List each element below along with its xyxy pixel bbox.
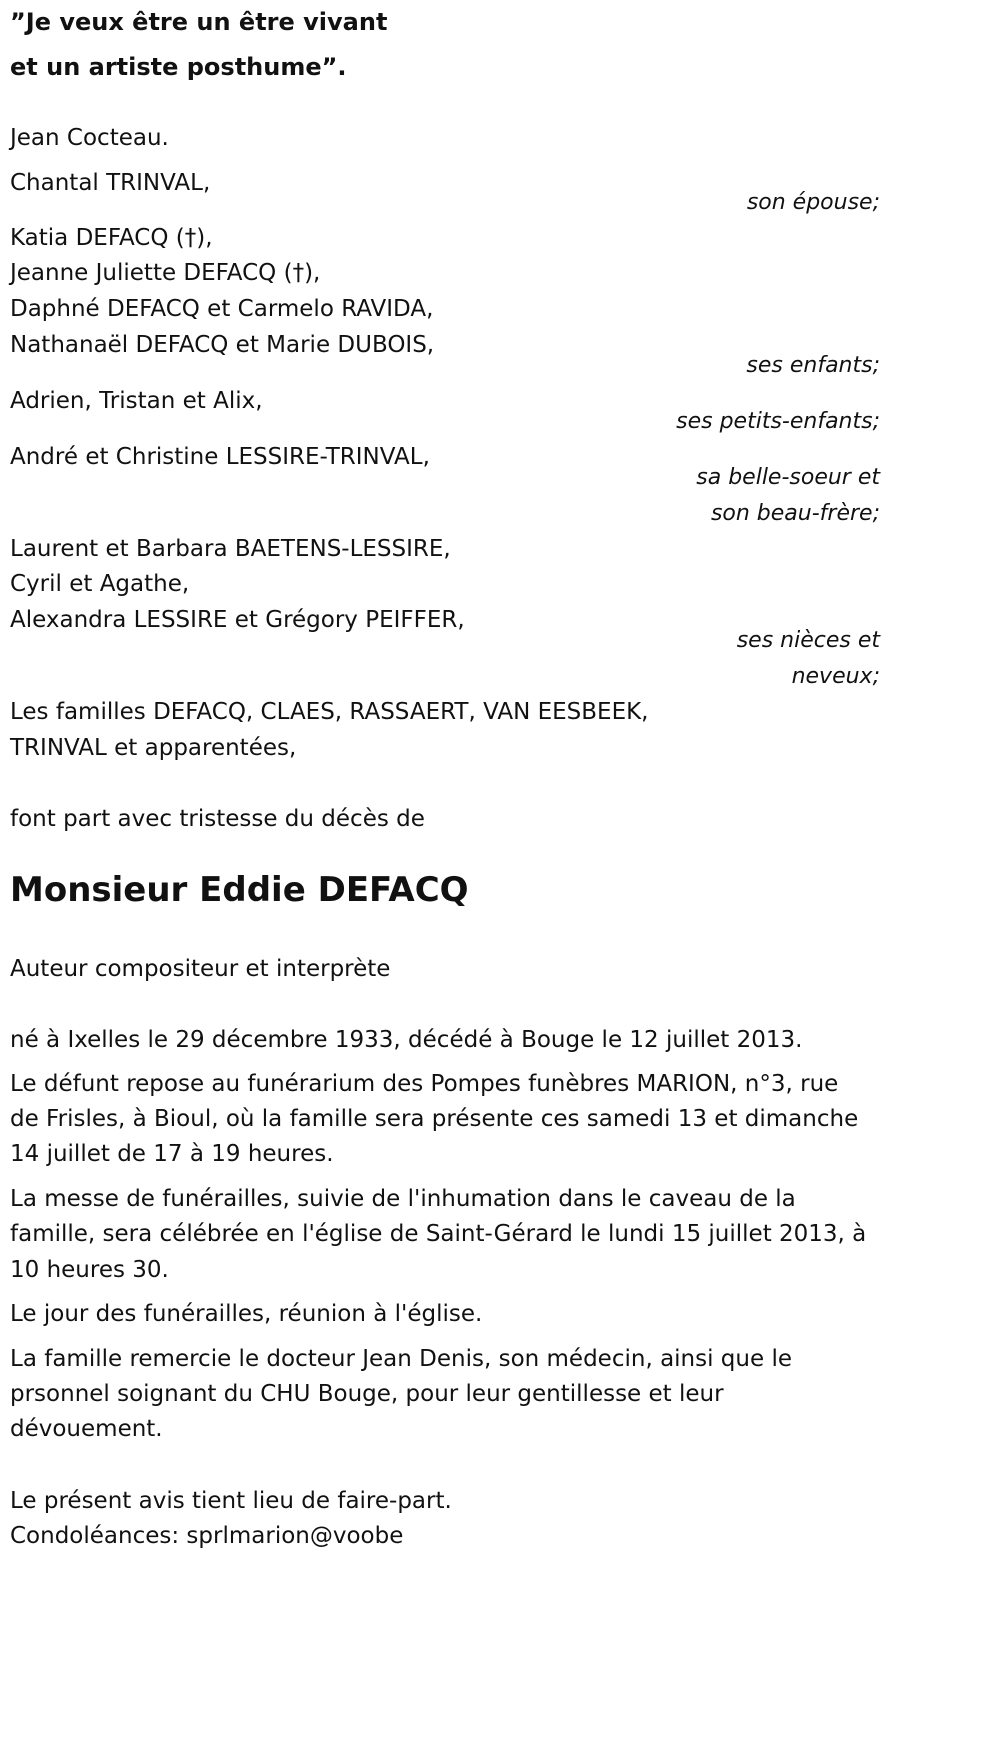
- repose-line-1: Le défunt repose au funérarium des Pompes funèbres MARION, n°3, rue: [10, 1071, 839, 1097]
- nephews-role-line-2: neveux;: [791, 664, 880, 689]
- grandchildren-role: ses petits-enfants;: [676, 409, 880, 434]
- repose-line-2: de Frisles, à Bioul, où la famille sera présente ces samedi 13 et dimanche: [10, 1106, 859, 1132]
- spouse-role: son épouse;: [746, 190, 880, 215]
- families-line-2: TRINVAL et apparentées,: [10, 735, 297, 761]
- thanks-line-2: prsonnel soignant du CHU Bouge, pour leur gentillesse et leur: [10, 1381, 724, 1407]
- condolences-contact: Condoléances: sprlmarion@voobe: [10, 1523, 404, 1549]
- child-name: Daphné DEFACQ et Carmelo RAVIDA,: [10, 296, 434, 322]
- announcement-text: font part avec tristesse du décès de: [10, 806, 425, 832]
- deceased-name: Monsieur Eddie DEFACQ: [10, 870, 469, 910]
- funeral-line-1: La messe de funérailles, suivie de l'inhumation dans le caveau de la: [10, 1186, 796, 1212]
- faire-part-notice: Le présent avis tient lieu de faire-part.: [10, 1488, 452, 1514]
- grandchildren-names: Adrien, Tristan et Alix,: [10, 388, 263, 414]
- child-name: Jeanne Juliette DEFACQ (†),: [10, 260, 321, 286]
- children-role: ses enfants;: [746, 353, 880, 378]
- nephew-name: Cyril et Agathe,: [10, 571, 190, 597]
- repose-line-3: 14 juillet de 17 à 19 heures.: [10, 1141, 334, 1167]
- in-laws-role-line-2: son beau-frère;: [710, 501, 880, 526]
- families-line-1: Les familles DEFACQ, CLAES, RASSAERT, VAN EESBEEK,: [10, 699, 649, 725]
- in-laws-names: André et Christine LESSIRE-TRINVAL,: [10, 444, 430, 470]
- child-name: Nathanaël DEFACQ et Marie DUBOIS,: [10, 332, 435, 358]
- funeral-line-3: 10 heures 30.: [10, 1257, 169, 1283]
- child-name: Katia DEFACQ (†),: [10, 225, 213, 251]
- thanks-line-3: dévouement.: [10, 1416, 163, 1442]
- quote-line-1: ”Je veux être un être vivant: [10, 8, 388, 36]
- thanks-line-1: La famille remercie le docteur Jean Denis, son médecin, ainsi que le: [10, 1346, 792, 1372]
- birth-death-dates: né à Ixelles le 29 décembre 1933, décédé à Bouge le 12 juillet 2013.: [10, 1027, 803, 1053]
- in-laws-role-line-1: sa belle-soeur et: [696, 465, 880, 490]
- quote-line-2: et un artiste posthume”.: [10, 53, 347, 81]
- funeral-line-2: famille, sera célébrée en l'église de Saint-Gérard le lundi 15 juillet 2013, à: [10, 1221, 867, 1247]
- nephews-role-line-1: ses nièces et: [736, 628, 880, 653]
- quote-author: Jean Cocteau.: [10, 125, 169, 151]
- nephew-name: Laurent et Barbara BAETENS-LESSIRE,: [10, 536, 451, 562]
- reunion-text: Le jour des funérailles, réunion à l'église.: [10, 1301, 483, 1327]
- spouse-name: Chantal TRINVAL,: [10, 170, 211, 196]
- nephew-name: Alexandra LESSIRE et Grégory PEIFFER,: [10, 607, 465, 633]
- deceased-profession: Auteur compositeur et interprète: [10, 956, 391, 982]
